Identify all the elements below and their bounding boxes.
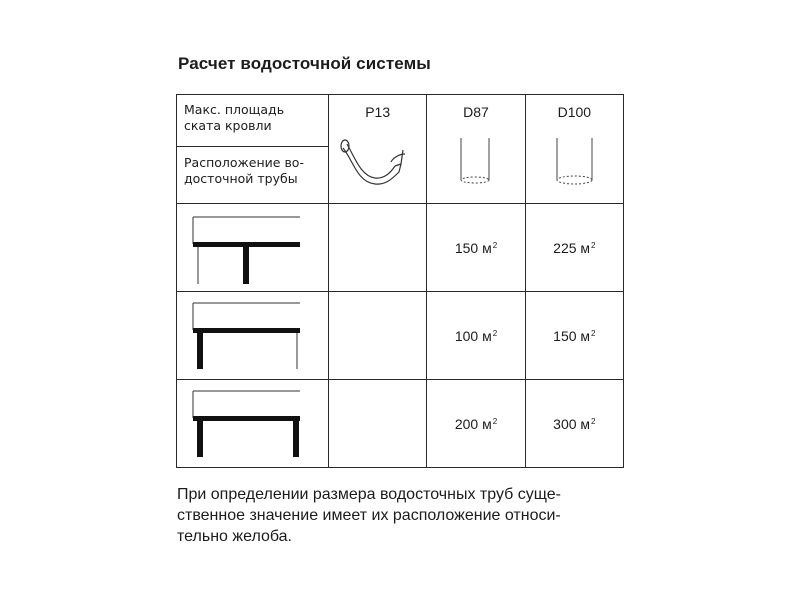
table-row xyxy=(177,380,624,468)
cell-value xyxy=(526,204,623,291)
cell-value xyxy=(427,292,524,379)
pipe-center-icon xyxy=(177,204,327,291)
cell-text: 225 м xyxy=(553,239,591,256)
pipe-position-label xyxy=(177,147,328,203)
footnote-paragraph xyxy=(177,484,637,547)
max-area-label-line: ската кровли xyxy=(184,118,272,133)
cell-value xyxy=(427,380,524,467)
cell-text: 100 м xyxy=(454,327,492,344)
pipe-position-label-line: досточной трубы xyxy=(184,171,298,186)
cell-text: 150 м xyxy=(454,239,492,256)
calc-table xyxy=(176,94,624,468)
cell-value xyxy=(329,292,426,379)
table-header-row xyxy=(177,95,624,204)
unit-superscript: 2 xyxy=(492,417,498,426)
gutter-icon xyxy=(329,120,426,200)
cell-text: 200 м xyxy=(454,415,492,432)
cell-value xyxy=(526,380,623,467)
column-header-d87 xyxy=(427,95,525,204)
footnote-line: ственное значение имеет их расположение относи- xyxy=(177,507,561,524)
footnote-line: тельно желоба. xyxy=(177,528,292,545)
page-title: Расчет водосточной системы xyxy=(178,54,431,73)
cell-value xyxy=(329,204,426,291)
max-area-label xyxy=(177,95,328,147)
column-label: D87 xyxy=(463,104,489,120)
cell-text: 150 м xyxy=(553,327,591,344)
cell-value xyxy=(329,380,426,467)
table-cell xyxy=(427,204,525,292)
unit-superscript: 2 xyxy=(591,329,596,338)
header-label-cell xyxy=(177,95,329,204)
unit-superscript: 2 xyxy=(591,417,596,426)
pipe-both-icon xyxy=(177,380,327,467)
pipe-position-cell xyxy=(177,204,329,292)
cell-value xyxy=(526,292,623,379)
max-area-label-line: Макс. площадь xyxy=(184,102,285,117)
table-cell xyxy=(329,292,427,380)
unit-superscript: 2 xyxy=(591,241,596,250)
table-cell xyxy=(525,292,623,380)
pipe-position-cell xyxy=(177,380,329,468)
table-row xyxy=(177,204,624,292)
pipe-position-cell xyxy=(177,292,329,380)
column-label: D100 xyxy=(557,104,592,120)
table-cell xyxy=(329,204,427,292)
table-row xyxy=(177,292,624,380)
downpipe-100-icon xyxy=(526,120,623,200)
table-cell xyxy=(427,380,525,468)
pipe-ends-icon xyxy=(177,292,327,379)
cell-value xyxy=(427,204,524,291)
pipe-position-label-line: Расположение во- xyxy=(184,155,304,170)
table-cell xyxy=(427,292,525,380)
unit-superscript: 2 xyxy=(492,329,498,338)
column-header-p13 xyxy=(329,95,427,204)
unit-superscript: 2 xyxy=(492,241,498,250)
column-header-d100 xyxy=(525,95,623,204)
table-cell xyxy=(329,380,427,468)
downpipe-87-icon xyxy=(427,120,524,200)
table-cell xyxy=(525,204,623,292)
table-cell xyxy=(525,380,623,468)
footnote-line: При определении размера водосточных труб суще- xyxy=(177,486,561,503)
column-label: P13 xyxy=(365,104,391,120)
cell-text: 300 м xyxy=(553,415,591,432)
